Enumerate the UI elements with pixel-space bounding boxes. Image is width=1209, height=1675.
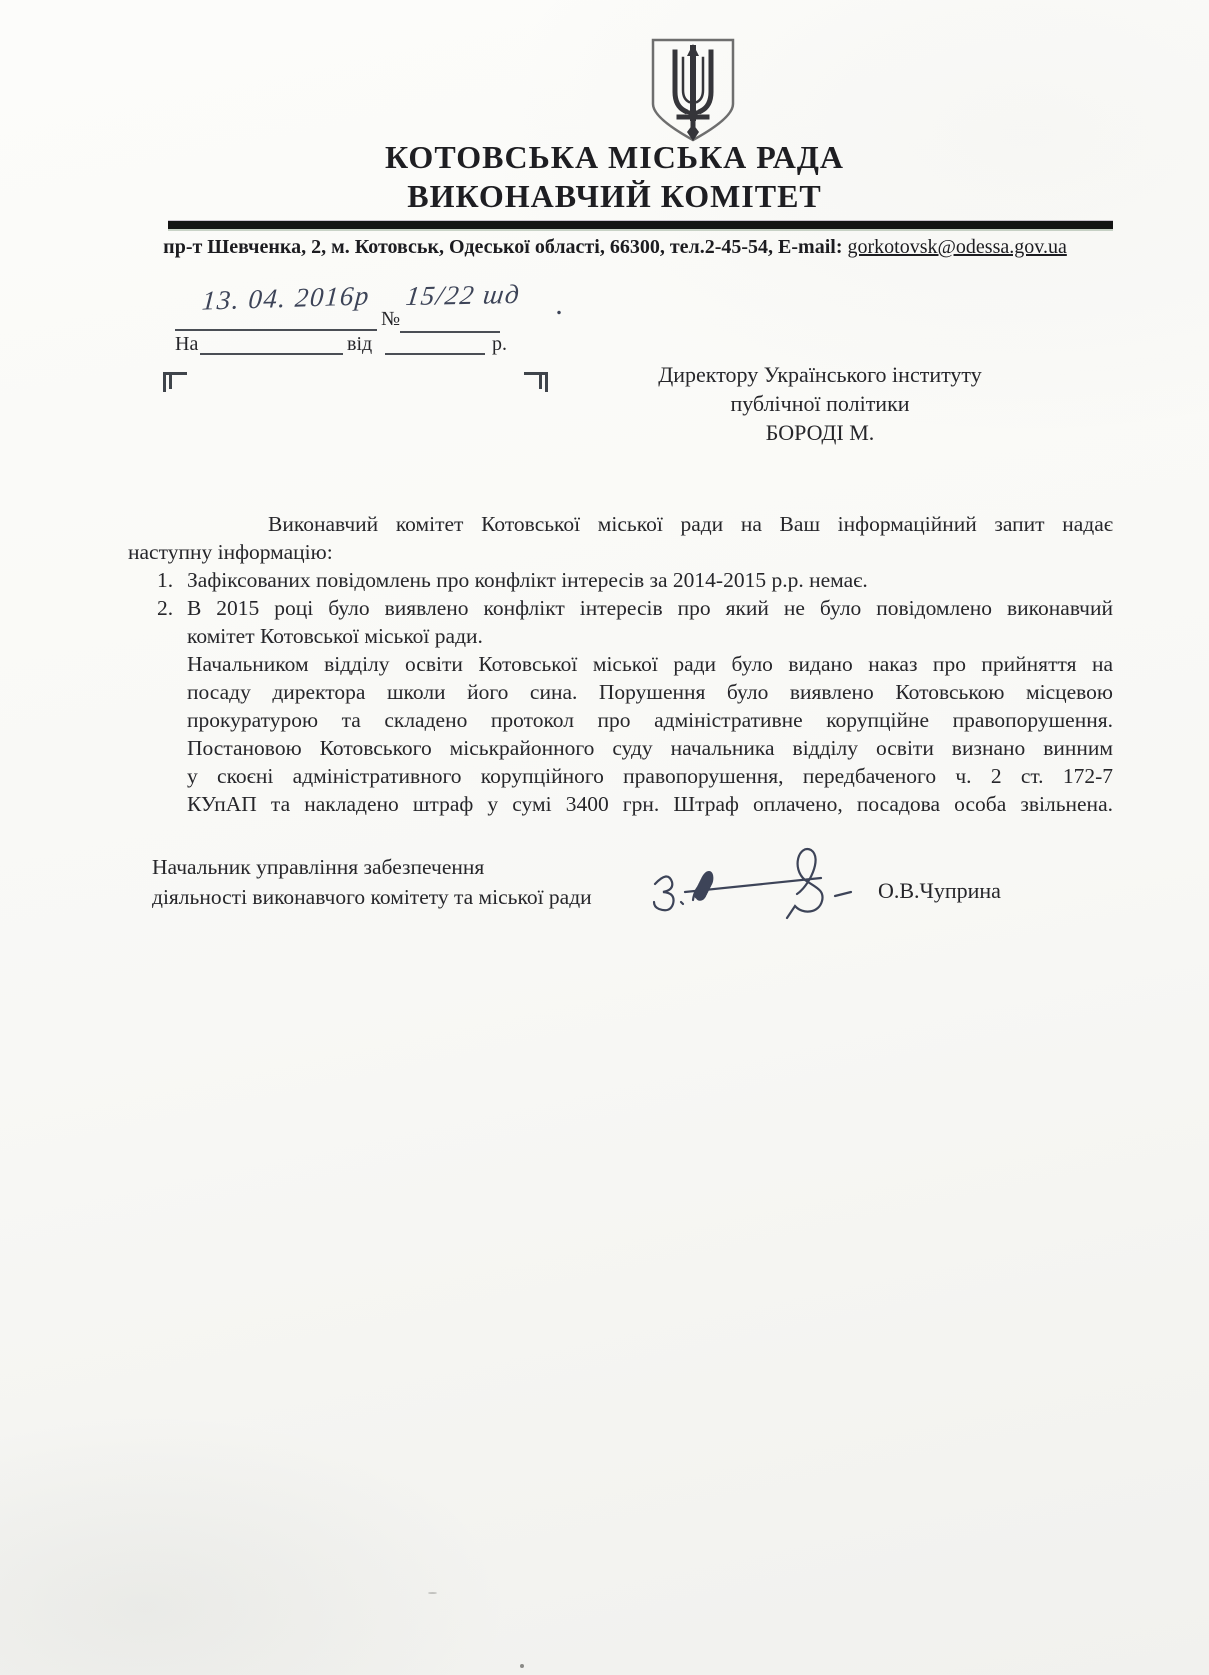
address-corner-mark-right [524, 372, 548, 392]
date-blank-line [175, 329, 377, 331]
body-line: у скоєні адміністративного корупційного правопорушення, передбаченого ч. 2 ст. 172-7 [187, 764, 1113, 788]
detail-paragraph [187, 650, 1113, 818]
ukraine-trident-emblem-icon [645, 34, 741, 146]
scan-speck [428, 1592, 437, 1594]
body-line: Начальником відділу освіти Котовської міської ради було видано наказ про прийняття на [187, 652, 1113, 676]
signer-title-line2: діяльності виконавчого комітету та міської ради [152, 885, 592, 909]
letterhead-org-name [112, 138, 1117, 216]
intro-paragraph [128, 510, 1113, 566]
body-line: прокуратурою та складено протокол про адміністративне корупційне правопорушення. [187, 708, 1113, 732]
scan-speck [520, 1664, 524, 1668]
handwritten-date: 13. 04. 2016р [200, 280, 372, 316]
signer-name: О.В.Чуприна [878, 878, 1001, 903]
number-sign-label: № [381, 308, 401, 330]
handwritten-outgoing-number: 15/22 шд [404, 278, 523, 312]
org-name-line1: КОТОВСЬКА МІСЬКА РАДА [385, 139, 844, 175]
body-line: наступну інформацію: [128, 540, 333, 564]
body-line: КУпАП та накладено штраф у сумі 3400 грн. Штраф оплачено, посадова особа звільнена. [187, 792, 1113, 816]
list-item-number: 2. [157, 596, 174, 620]
recipient-line1: Директору Українського інституту [658, 362, 982, 387]
signer-title-line1: Начальник управління забезпечення [152, 855, 485, 879]
incoming-date-blank-line [385, 353, 485, 355]
incoming-number-blank-line [200, 353, 343, 355]
letterhead-address-line [120, 236, 1110, 259]
year-label: р. [492, 333, 507, 355]
handwritten-signature [645, 836, 875, 931]
recipient-line2: публічної політики [730, 391, 910, 416]
body-line: посаду директора школи його сина. Порушення було виявлено Котовською місцевою [187, 680, 1113, 704]
list-item-2 [128, 594, 1113, 650]
na-label: На [175, 333, 199, 355]
letter-body [128, 510, 1113, 818]
handwritten-period: . [556, 288, 565, 321]
number-blank-line [400, 331, 500, 333]
body-line: Постановою Котовського міськрайонного суду начальника відділу освіти визнано винним [187, 736, 1113, 760]
body-line: Зафіксованих повідомлень про конфлікт інтересів за 2014-2015 р.р. немає. [187, 568, 868, 592]
address-corner-mark-left [163, 372, 187, 392]
address-text: пр-т Шевченка, 2, м. Котовськ, Одеської області, 66300, тел.2-45-54, E-mail: [163, 236, 848, 258]
vid-label: від [347, 333, 373, 355]
email-text: gorkotovsk@odessa.gov.ua [847, 236, 1067, 258]
body-line: комітет Котовської міської ради. [187, 624, 483, 648]
recipient-line3: БОРОДІ М. [765, 420, 875, 445]
org-name-line2: ВИКОНАВЧИЙ КОМІТЕТ [407, 178, 822, 214]
signer-title [152, 852, 592, 912]
letterhead-divider-rule [168, 221, 1113, 229]
list-item-number: 1. [157, 568, 174, 592]
list-item-1 [128, 566, 1113, 594]
recipient-block [555, 360, 1085, 447]
body-line: В 2015 році було виявлено конфлікт інтересів про який не було повідомлено виконавчий [187, 596, 1113, 620]
body-line: Виконавчий комітет Котовської міської ради на Ваш інформаційний запит надає [268, 512, 1113, 536]
